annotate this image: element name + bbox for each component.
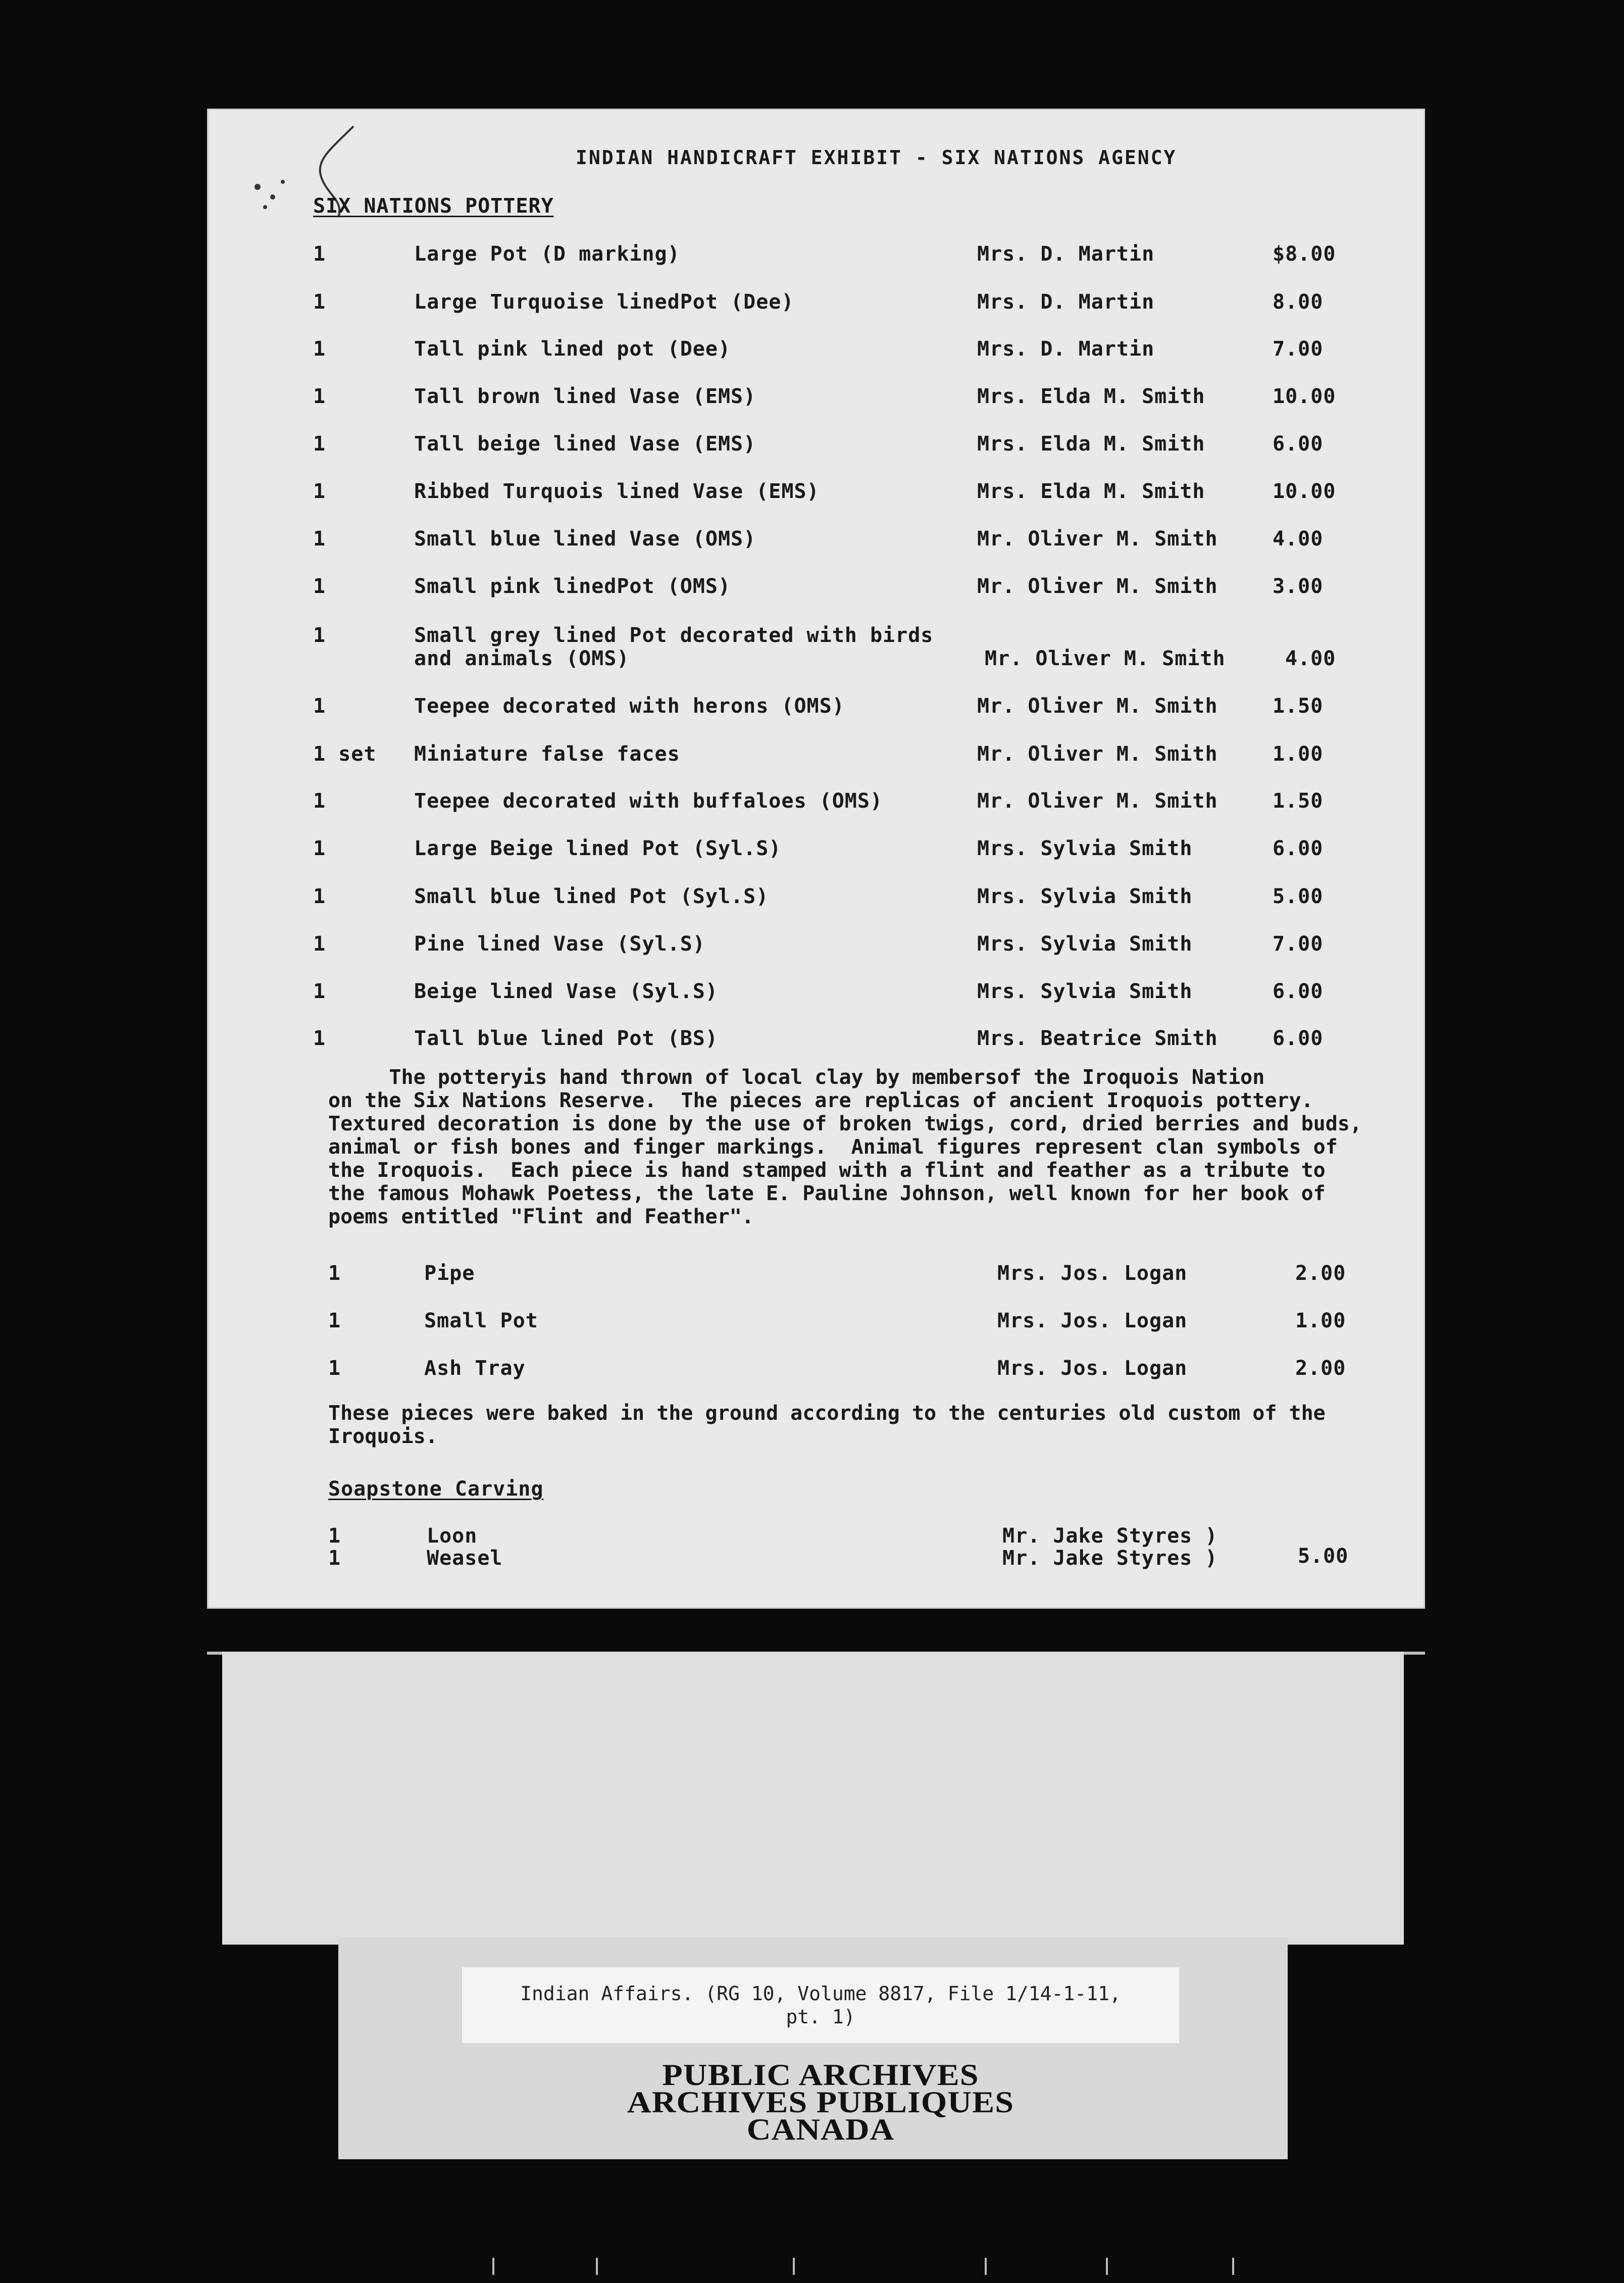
film-edge-mark [1232,2258,1234,2275]
row-description: Pine lined Vase (Syl.S) [414,932,705,956]
row-description: Tall beige lined Vase (EMS) [414,432,756,456]
row-description: Weasel [427,1547,503,1570]
row-description: Small blue lined Vase (OMS) [414,527,756,551]
row-maker: Mr. Oliver M. Smith [985,647,1226,670]
archive-stamp-line-1: PUBLIC ARCHIVES [662,2058,979,2092]
row-maker: Mr. Jake Styres ) [1002,1524,1218,1548]
row-description: Teepee decorated with buffaloes (OMS) [414,789,883,813]
row-quantity: 1 [313,885,326,908]
row-maker: Mrs. Elda M. Smith [977,480,1205,503]
film-edge-mark [596,2258,598,2275]
row-maker: Mr. Oliver M. Smith [977,527,1218,551]
row-description: Small pink linedPot (OMS) [414,575,731,598]
row-price: $8.00 [1273,242,1336,266]
row-description: Tall brown lined Vase (EMS) [414,385,756,408]
citation-line-2: pt. 1) [786,2006,855,2028]
row-price: 1.00 [1295,1309,1346,1332]
film-edge-mark [1106,2258,1108,2275]
row-price: 1.50 [1273,694,1324,718]
row-price: 2.00 [1295,1262,1346,1285]
row-maker: Mrs. D. Martin [977,242,1155,266]
row-quantity: 1 [313,932,326,956]
row-maker: Mrs. Elda M. Smith [977,432,1205,456]
archive-stamp-line-3: CANADA [746,2113,895,2146]
row-description: Loon [427,1524,478,1548]
row-price: 10.00 [1273,385,1336,408]
row-description: Miniature false faces [414,742,680,766]
row-quantity: 1 [328,1309,341,1332]
row-price: 2.00 [1295,1357,1346,1380]
row-price: 7.00 [1273,932,1324,956]
row-description: Pipe [424,1262,475,1285]
row-quantity: 1 [328,1547,341,1570]
row-quantity: 1 [313,789,326,813]
row-description: Small blue lined Pot (Syl.S) [414,885,769,908]
row-maker: Mr. Oliver M. Smith [977,789,1218,813]
row-description: Tall blue lined Pot (BS) [414,1027,718,1050]
row-quantity: 1 [328,1262,341,1285]
row-price: 3.00 [1273,575,1324,598]
row-maker: Mrs. D. Martin [977,337,1155,361]
row-description: Ash Tray [424,1357,526,1380]
archive-citation-card [462,1967,1179,2043]
row-quantity: 1 [313,385,326,408]
soapstone-price: 5.00 [1298,1545,1349,1568]
row-description: Ribbed Turquois lined Vase (EMS) [414,480,820,503]
row-quantity: 1 set [313,742,377,766]
row-price: 4.00 [1285,647,1336,670]
row-description: Tall pink lined pot (Dee) [414,337,731,361]
row-maker: Mrs. Sylvia Smith [977,837,1193,860]
row-quantity: 1 [313,337,326,361]
row-price: 6.00 [1273,837,1324,860]
row-maker: Mrs. Jos. Logan [997,1262,1188,1285]
film-edge-mark [793,2258,795,2275]
row-description: Small grey lined Pot decorated with birds [414,624,934,647]
row-quantity: 1 [328,1524,341,1548]
row-maker: Mrs. D. Martin [977,290,1155,314]
row-price: 6.00 [1273,432,1324,456]
row-maker: Mr. Oliver M. Smith [977,694,1218,718]
row-quantity: 1 [313,432,326,456]
row-price: 6.00 [1273,980,1324,1003]
row-maker: Mrs. Jos. Logan [997,1357,1188,1380]
row-price: 5.00 [1273,885,1324,908]
row-description-continued: and animals (OMS) [414,647,630,670]
document-title: INDIAN HANDICRAFT EXHIBIT - SIX NATIONS AGENCY [576,146,1177,169]
row-description: Large Pot (D marking) [414,242,680,266]
row-price: 7.00 [1273,337,1324,361]
row-quantity: 1 [313,242,326,266]
pottery-description: The potteryis hand thrown of local clay by membersof the Iroquois Nation on the Six Nations Reserve. The pieces are replicas of ancient Iroquois pottery. Textured decoration is done by the use of broken twigs, cord, dried berries and buds, animal or fish bones and finger markings. Animal figures represent clan symbols of the Iroquois. Each piece is hand stamped with a flint and feather as a tribute to the famous Mohawk Poetess, the late E. Pauline Johnson, well known for her book of poems entitled "Flint and Feather". [328,1066,1362,1228]
row-quantity: 1 [313,980,326,1003]
row-price: 6.00 [1273,1027,1324,1050]
row-quantity: 1 [313,527,326,551]
page-bottom-sheet [222,1652,1404,1945]
row-description: Beige lined Vase (Syl.S) [414,980,718,1003]
section-heading-soapstone: Soapstone Carving [328,1477,544,1501]
row-quantity: 1 [313,1027,326,1050]
row-description: Large Turquoise linedPot (Dee) [414,290,794,314]
row-maker: Mr. Jake Styres ) [1002,1547,1218,1570]
row-maker: Mrs. Elda M. Smith [977,385,1205,408]
row-quantity: 1 [313,290,326,314]
row-quantity: 1 [313,575,326,598]
archive-stamp-line-2: ARCHIVES PUBLIQUES [627,2086,1014,2119]
logan-note: These pieces were baked in the ground according to the centuries old custom of the Iroquois. [328,1402,1326,1448]
row-quantity: 1 [313,624,326,647]
row-maker: Mr. Oliver M. Smith [977,575,1218,598]
row-maker: Mrs. Jos. Logan [997,1309,1188,1332]
film-edge-mark [985,2258,987,2275]
row-price: 4.00 [1273,527,1324,551]
row-quantity: 1 [313,837,326,860]
row-maker: Mrs. Sylvia Smith [977,885,1193,908]
row-maker: Mrs. Beatrice Smith [977,1027,1218,1050]
row-description: Small Pot [424,1309,538,1332]
row-description: Large Beige lined Pot (Syl.S) [414,837,782,860]
row-maker: Mrs. Sylvia Smith [977,932,1193,956]
row-maker: Mr. Oliver M. Smith [977,742,1218,766]
row-price: 1.50 [1273,789,1324,813]
citation-line-1: Indian Affairs. (RG 10, Volume 8817, File 1/14-1-11, [520,1982,1121,2005]
row-quantity: 1 [313,694,326,718]
row-quantity: 1 [328,1357,341,1380]
row-quantity: 1 [313,480,326,503]
document-page [207,109,1425,1609]
row-price: 1.00 [1273,742,1324,766]
row-price: 10.00 [1273,480,1336,503]
row-description: Teepee decorated with herons (OMS) [414,694,845,718]
row-price: 8.00 [1273,290,1324,314]
row-maker: Mrs. Sylvia Smith [977,980,1193,1003]
section-heading-pottery: SIX NATIONS POTTERY [313,194,554,218]
film-edge-mark [492,2258,494,2275]
